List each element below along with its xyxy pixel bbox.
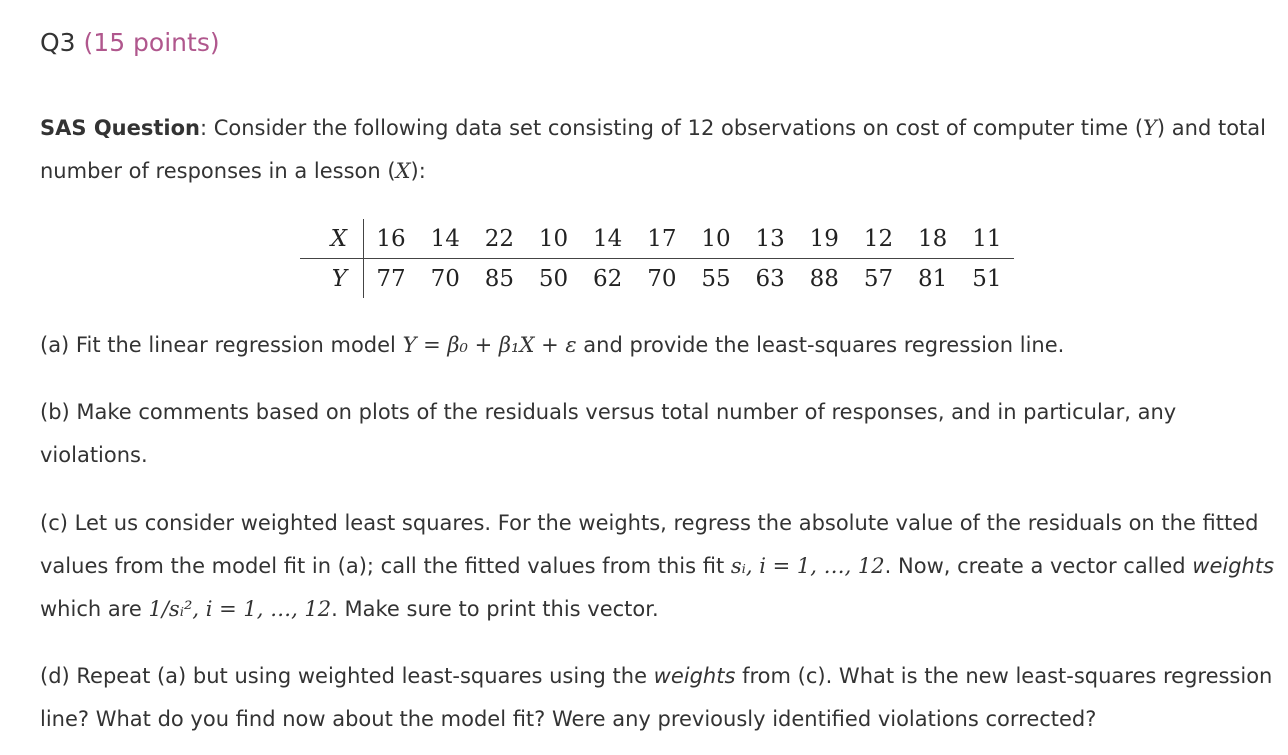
row-label-y: Y — [300, 259, 363, 299]
table-cell-y: 88 — [809, 265, 839, 292]
part-a-paragraph — [40, 324, 1275, 367]
regression-model: Y = β₀ + β₁X + ε — [402, 333, 577, 357]
table-cell-y: 51 — [972, 265, 1002, 292]
part-c-paragraph — [40, 502, 1275, 631]
part-b-paragraph: (b) Make comments based on plots of the residuals versus total number of responses, and in particular, any violations. — [40, 400, 1177, 467]
table-cell-x: 12 — [851, 219, 905, 259]
x-variable: X — [395, 159, 411, 183]
table-cell-y: 81 — [917, 265, 948, 292]
table-cell-y: 55 — [701, 265, 731, 292]
table-row-y — [300, 259, 1014, 299]
part-d-paragraph — [40, 655, 1275, 741]
data-table — [300, 219, 1014, 298]
fitted-values-math: sᵢ, i = 1, …, 12 — [730, 554, 885, 578]
part-c-text-3: which are — [40, 597, 149, 621]
table-cell-x: 17 — [635, 219, 689, 259]
intro-text-1: : Consider the following data set consisting of 12 observations on cost of computer time ( — [199, 116, 1144, 140]
table-cell-x: 11 — [960, 219, 1014, 259]
sas-question-label: SAS Question — [40, 116, 200, 140]
points-label: (15 points) — [83, 28, 220, 57]
table-row-x — [300, 219, 1014, 259]
table-cell-y: 62 — [593, 265, 623, 292]
table-cell-x: 18 — [906, 219, 960, 259]
table-cell-x: 10 — [526, 219, 580, 259]
table-cell-x: 14 — [581, 219, 635, 259]
question-number: Q3 — [40, 28, 76, 57]
part-a-text-2: and provide the least-squares regression line. — [576, 333, 1065, 357]
part-c-text-4: . Make sure to print this vector. — [331, 597, 659, 621]
table-cell-y: 63 — [755, 265, 785, 292]
weights-word: weights — [1192, 554, 1275, 578]
table-cell-x: 13 — [743, 219, 797, 259]
part-d-text-1: (d) Repeat (a) but using weighted least-squares using the — [40, 664, 654, 688]
weights-formula: 1/sᵢ², i = 1, …, 12 — [148, 597, 332, 621]
table-cell-x: 14 — [418, 219, 472, 259]
weights-word: weights — [653, 664, 736, 688]
y-variable: Y — [1143, 116, 1157, 140]
question-heading — [40, 28, 220, 57]
table-cell-x: 10 — [689, 219, 743, 259]
part-d-text-2: from (c). What is the new least-squares regression line? What do you find now about the model fit? Were any previously identified violations corrected? — [40, 664, 1273, 731]
part-c-text-1: (c) Let us consider weighted least squares. For the weights, regress the absolute value of the residuals on the fitted values from the model fit in (a); call the fitted values from this fit — [40, 511, 1259, 578]
part-a-text-1: (a) Fit the linear regression model — [40, 333, 403, 357]
table-cell-y: 70 — [430, 265, 460, 292]
table-cell-x: 22 — [472, 219, 526, 259]
intro-text-2: ) and total number of responses in a lesson ( — [40, 116, 1266, 183]
row-label-x: X — [300, 219, 363, 259]
data-table-container — [300, 219, 1014, 299]
part-c-text-2: . Now, create a vector called — [884, 554, 1193, 578]
table-cell-y: 57 — [863, 265, 894, 292]
table-cell-x: 19 — [797, 219, 851, 259]
table-cell-y: 50 — [538, 265, 569, 292]
intro-text-3: ): — [410, 159, 426, 183]
table-cell-y: 85 — [484, 265, 514, 292]
intro-paragraph — [40, 107, 1275, 193]
table-cell-x: 16 — [363, 219, 418, 259]
table-cell-y: 77 — [376, 265, 406, 292]
table-cell-y: 70 — [647, 265, 677, 292]
